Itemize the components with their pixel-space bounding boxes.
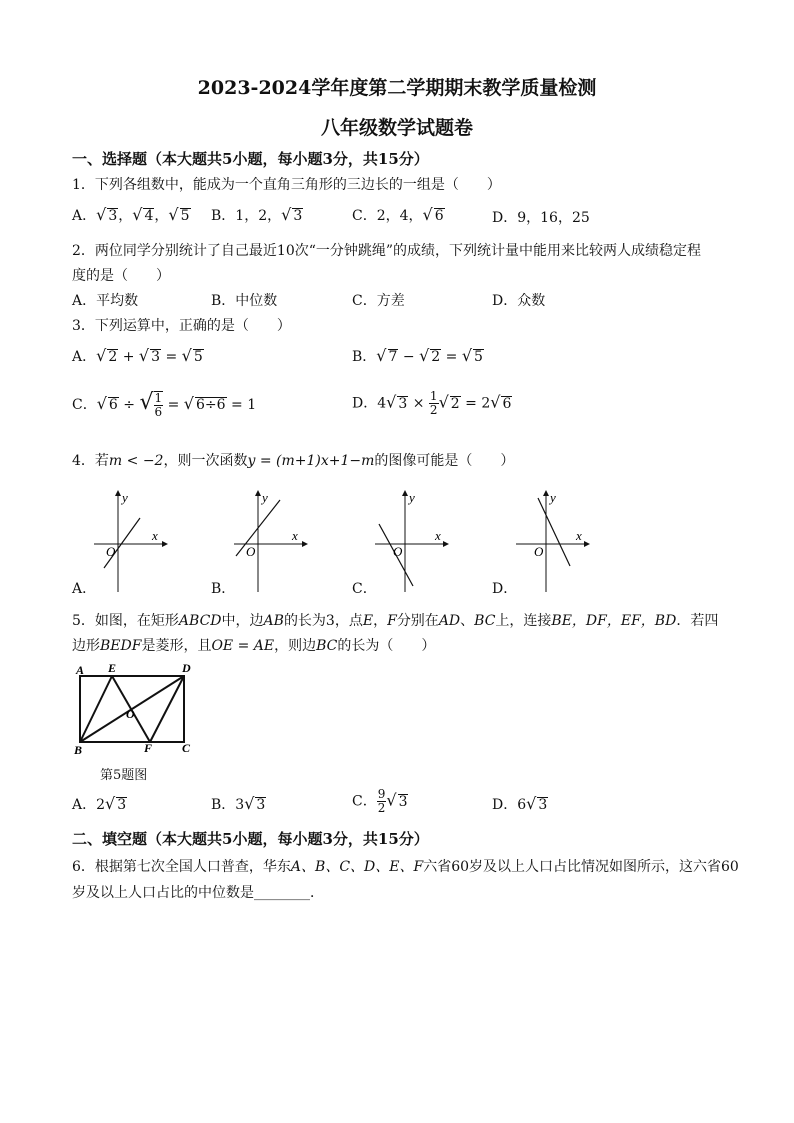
q1-stem: 1．下列各组数中，能成为一个直角三角形的三边长的一组是（ ） [72, 177, 501, 193]
q1-option-c: C．2，4，√ 6 [352, 205, 444, 224]
q1-option-a: A．√ 3，√ 4，√ 5 [72, 205, 190, 224]
y-axis-label: y [122, 490, 128, 505]
q4-stem: 4．若m < −2，则一次函数y = (m+1)x+1−m的图像可能是（ ） [72, 453, 515, 469]
q4-graph-a [92, 490, 172, 595]
q5-option-a: A．2√ 3 [72, 794, 127, 813]
y-axis-label: y [409, 490, 415, 505]
q5-option-d: D．6√ 3 [492, 794, 548, 813]
q2-option-d: D．众数 [492, 293, 546, 309]
origin-label: O [393, 544, 403, 559]
q5-option-c: C． $\frac{9}{2}$ √ 3 [352, 787, 408, 816]
y-axis-label: y [550, 490, 556, 505]
q2-option-a: A．平均数 [72, 293, 139, 309]
q4-option-c-label: C． [352, 581, 377, 597]
q4-graph-c [373, 490, 453, 595]
origin-label: O [534, 544, 544, 559]
q5-stem-line1: 5．如图，在矩形ABCD中，边AB的长为3，点E，F分别在AD、BC上，连接BE，DF，EF，BD．若四 [72, 613, 719, 629]
origin-label: O [106, 544, 116, 559]
q3-stem: 3．下列运算中，正确的是（ ） [72, 318, 291, 334]
q5-rectangle-figure [72, 660, 202, 756]
q2-stem-line1: 2．两位同学分别统计了自己最近10次“一分钟跳绳”的成绩，下列统计量中能用来比较两人成绩稳定程 [72, 243, 702, 259]
q4-option-a-label: A． [72, 581, 97, 597]
q3-option-b: B．√ 7 − √ 2 = √ 5 [352, 346, 483, 365]
q3-option-a: A．√ 2 + √ 3 = √ 5 [72, 346, 203, 365]
q5-stem-line2: 边形BEDF是菱形，且OE = AE，则边BC的长为（ ） [72, 638, 436, 654]
origin-label: O [246, 544, 256, 559]
q1-option-d: D．9，16，25 [492, 210, 590, 226]
x-axis-label: x [435, 528, 441, 543]
point-b-label: B [74, 743, 83, 757]
y-axis-label: y [262, 490, 268, 505]
q6-stem-line2: 岁及以上人口占比的中位数是________． [72, 885, 324, 901]
q5-option-b: B．3√ 3 [211, 794, 266, 813]
q4-graph-b [232, 490, 312, 595]
x-axis-label: x [152, 528, 158, 543]
x-axis-label: x [576, 528, 582, 543]
point-c-label: C [182, 741, 191, 755]
q2-option-c: C．方差 [352, 293, 405, 309]
point-f-label: F [144, 741, 153, 755]
q4-graph-d [514, 490, 594, 595]
section-heading-fill: 二、填空题（本大题共5小题，每小题3分，共15分） [72, 830, 429, 848]
page-title: 2023-2024学年度第二学期期末教学质量检测 [197, 77, 597, 99]
x-axis-label: x [292, 528, 298, 543]
q2-stem-line2: 度的是（ ） [72, 268, 170, 284]
q6-stem-line1: 6．根据第七次全国人口普查，华东A、B、C、D、E、F六省60岁及以上人口占比情况如图所示，这六省60 [72, 859, 739, 875]
q4-option-d-label: D． [492, 581, 518, 597]
point-d-label: D [182, 661, 191, 675]
q3-option-d: D．4√ 3 × $\frac{1}{2}$ √ 2 = 2√ 6 [352, 389, 512, 418]
q2-option-b: B．中位数 [211, 293, 278, 309]
q4-option-b-label: B． [211, 581, 236, 597]
point-e-label: E [108, 661, 117, 675]
q3-option-c: C．√ 6 ÷ √ $\frac{1}{6}$ = √ 6÷6 = 1 [72, 390, 257, 419]
page-subtitle: 八年级数学试题卷 [320, 117, 473, 139]
q1-option-b: B．1，2，√ 3 [211, 205, 303, 224]
q5-figure-caption: 第5题图 [100, 768, 148, 783]
section-heading-choice: 一、选择题（本大题共5小题，每小题3分，共15分） [72, 150, 429, 168]
point-o-label: O [126, 707, 135, 721]
point-a-label: A [76, 663, 85, 677]
